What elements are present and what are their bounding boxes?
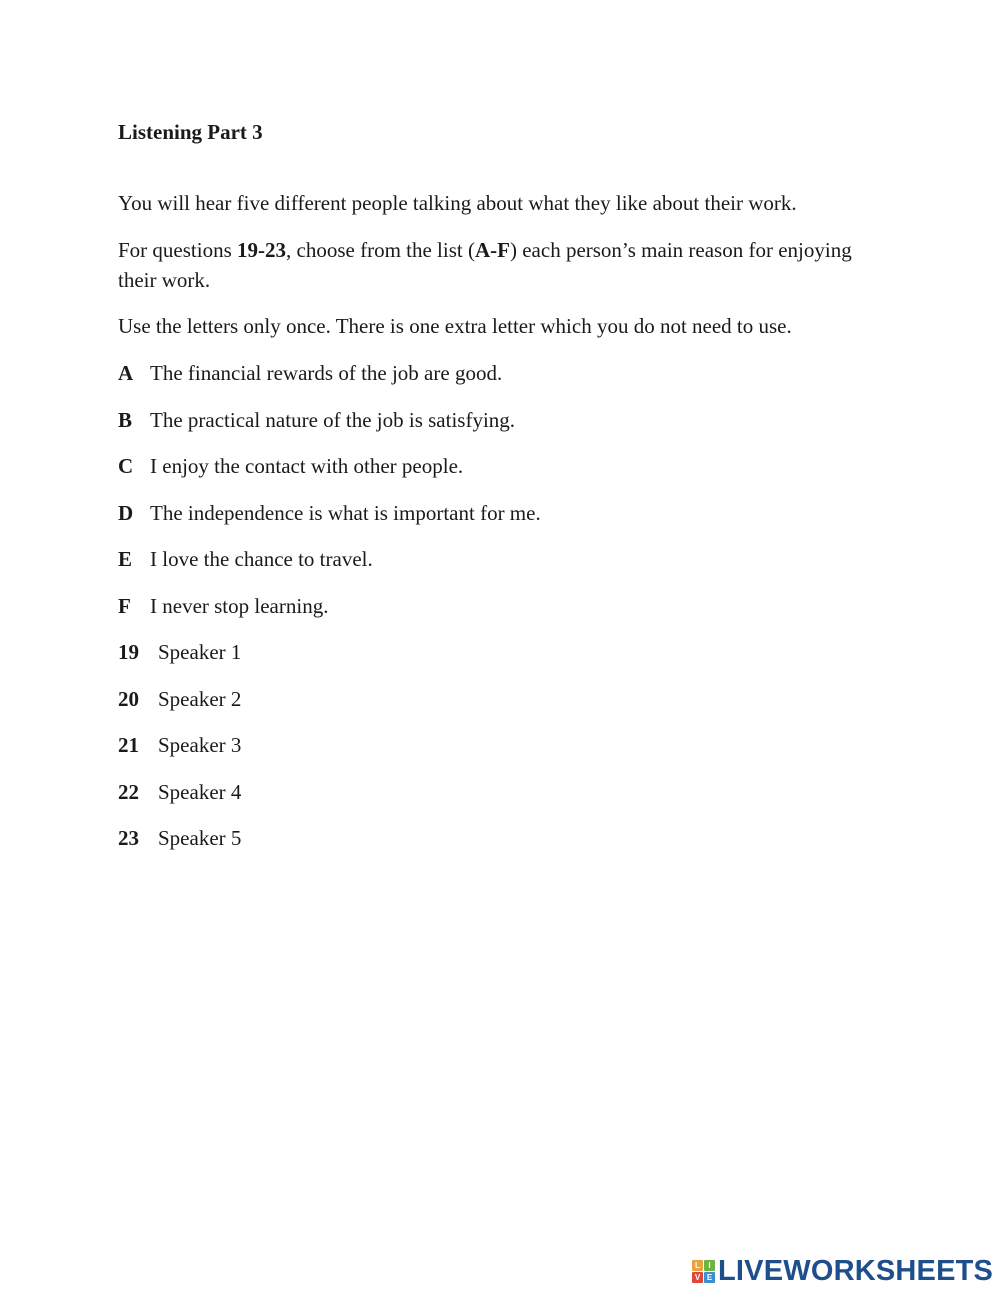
option-text: The independence is what is important for me. — [150, 501, 541, 525]
question-range: 19-23 — [237, 238, 287, 262]
question-item — [118, 823, 241, 853]
option-item — [118, 451, 463, 481]
question-label: Speaker 4 — [158, 780, 242, 804]
option-item — [118, 544, 373, 574]
intro-text: You will hear five different people talking about what they like about their work. — [118, 191, 797, 215]
logo-tile: I — [704, 1260, 715, 1271]
question-number: 23 — [118, 826, 139, 850]
question-label: Speaker 2 — [158, 687, 242, 711]
option-letter: F — [118, 594, 131, 618]
question-number: 20 — [118, 687, 139, 711]
question-label: Speaker 3 — [158, 733, 242, 757]
logo-tile: L — [692, 1260, 703, 1271]
question-item — [118, 777, 241, 807]
logo-tile: V — [692, 1272, 703, 1283]
logo-mark-icon — [692, 1260, 715, 1283]
question-number: 21 — [118, 733, 139, 757]
section-title: Listening Part 3 — [118, 120, 263, 144]
question-label: Speaker 5 — [158, 826, 242, 850]
option-item — [118, 498, 541, 528]
logo-tile: E — [704, 1272, 715, 1283]
option-letter: A — [118, 361, 134, 385]
question-number: 19 — [118, 640, 139, 664]
option-text: I love the chance to travel. — [150, 547, 373, 571]
question-item — [118, 637, 241, 667]
option-text: I enjoy the contact with other people. — [150, 454, 464, 478]
instructions-text: For questions 19-23, choose from the list (A-F) each person’s main reason for enjoying their work. — [118, 238, 852, 292]
question-label: Speaker 1 — [158, 640, 242, 664]
logo-text: LIVEWORKSHEETS — [718, 1255, 994, 1287]
option-text: The financial rewards of the job are good. — [150, 361, 503, 385]
option-letter: B — [118, 408, 133, 432]
option-letter: D — [118, 501, 134, 525]
option-letter: E — [118, 547, 133, 571]
note-text: Use the letters only once. There is one extra letter which you do not need to use. — [118, 314, 792, 338]
option-text: The practical nature of the job is satisfying. — [150, 408, 516, 432]
option-letter: C — [118, 454, 134, 478]
liveworksheets-logo — [692, 1256, 993, 1286]
question-item — [118, 730, 241, 760]
letter-range: A-F — [474, 238, 510, 262]
option-item — [118, 358, 502, 388]
option-item — [118, 405, 515, 435]
question-item — [118, 684, 241, 714]
option-item — [118, 591, 328, 621]
option-text: I never stop learning. — [150, 594, 329, 618]
question-number: 22 — [118, 780, 139, 804]
